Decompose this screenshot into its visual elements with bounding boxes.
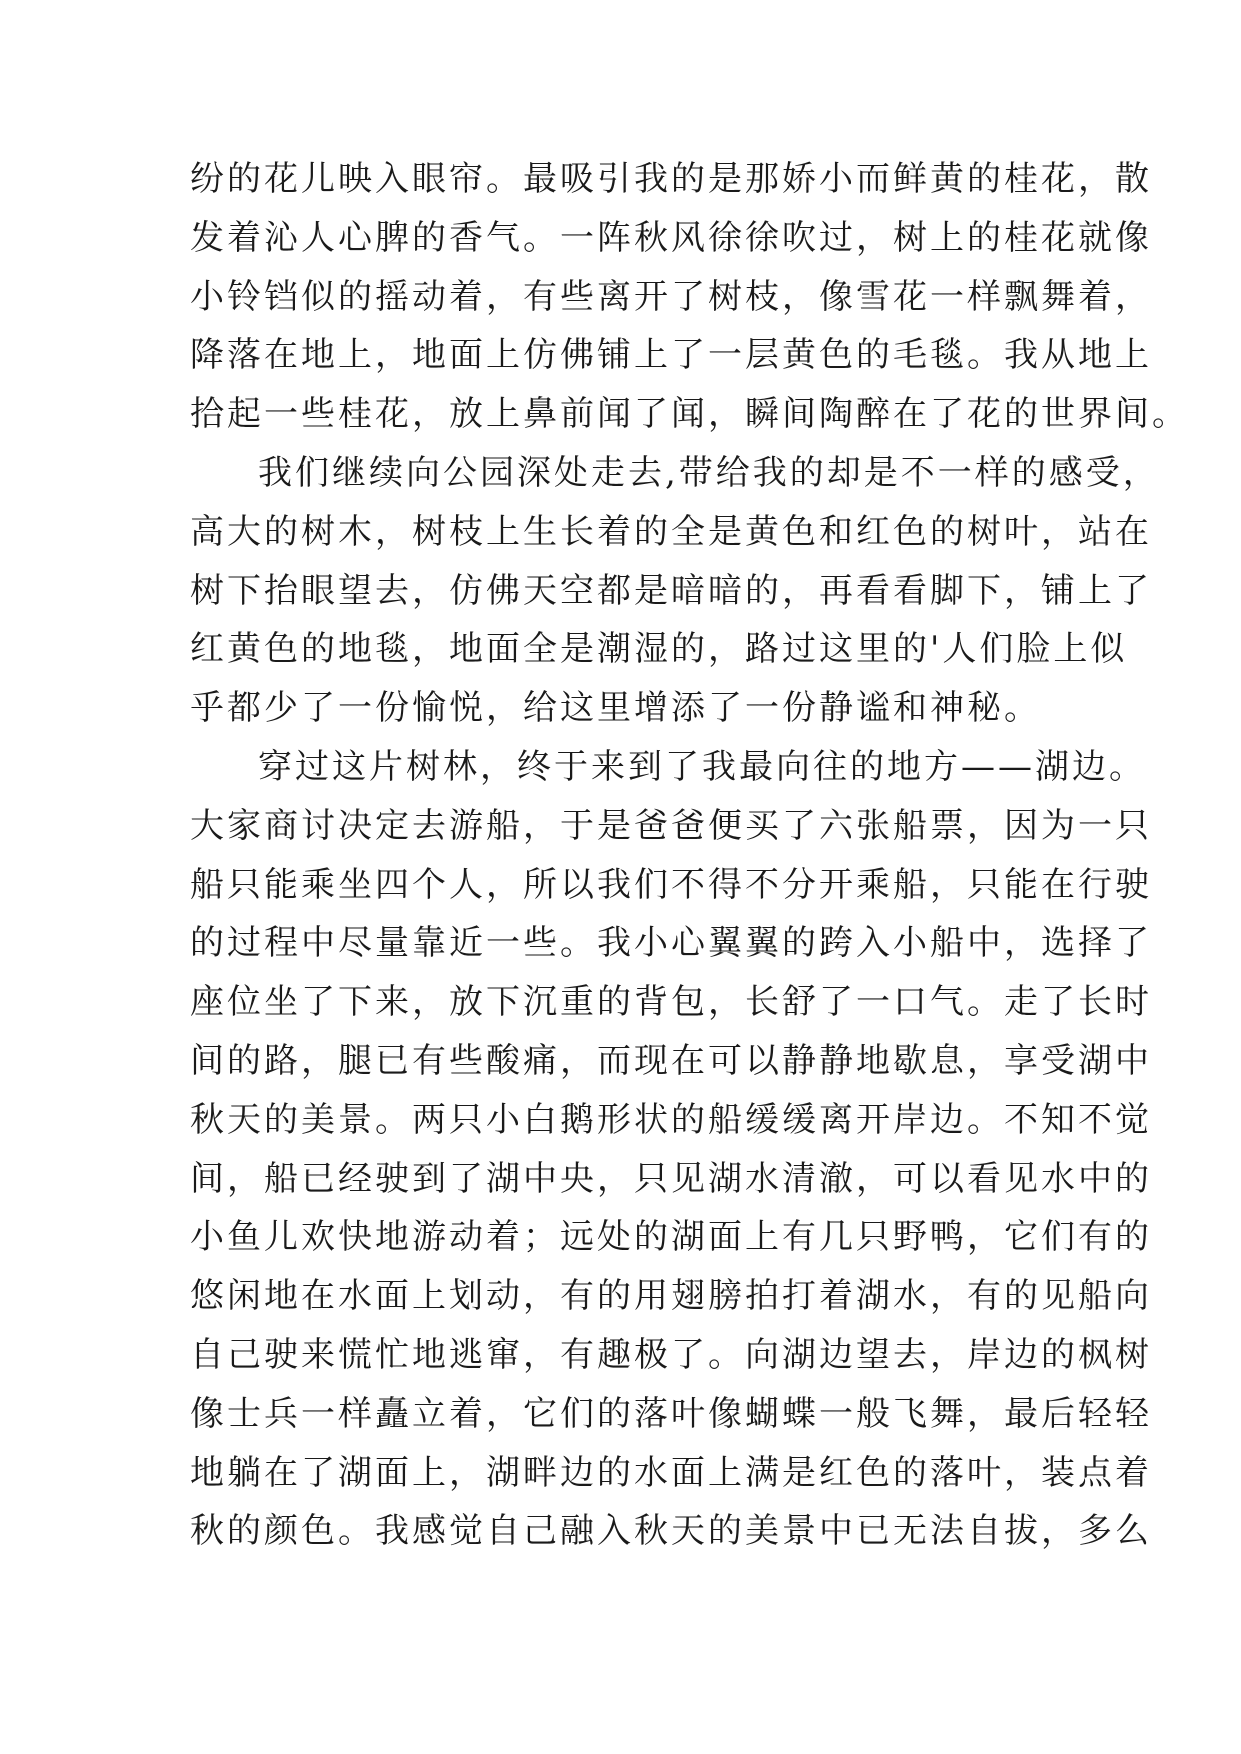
text-line: 小鱼儿欢快地游动着；远处的湖面上有几只野鸭，它们有的 bbox=[190, 1217, 1152, 1258]
text-line: 船只能乘坐四个人，所以我们不得不分开乘船，只能在行驶 bbox=[190, 864, 1152, 905]
text-line: 大家商讨决定去游船，于是爸爸便买了六张船票，因为一只 bbox=[190, 805, 1152, 846]
text-line: 小铃铛似的摇动着，有些离开了树枝，像雪花一样飘舞着， bbox=[190, 276, 1152, 317]
text-line: 拾起一些桂花，放上鼻前闻了闻，瞬间陶醉在了花的世界间。 bbox=[190, 394, 1189, 435]
text-line: 秋的颜色。我感觉自己融入秋天的美景中已无法自拔，多么 bbox=[190, 1511, 1152, 1552]
text-line: 纷的花儿映入眼帘。最吸引我的是那娇小而鲜黄的桂花，散 bbox=[190, 159, 1152, 199]
text-line: 间的路，腿已有些酸痛，而现在可以静静地歇息，享受湖中 bbox=[190, 1040, 1152, 1081]
text-line: 间，船已经驶到了湖中央，只见湖水清澈，可以看见水中的 bbox=[190, 1158, 1152, 1199]
text-line: 悠闲地在水面上划动，有的用翅膀拍打着湖水，有的见船向 bbox=[190, 1276, 1152, 1317]
text-line: 座位坐了下来，放下沉重的背包，长舒了一口气。走了长时 bbox=[190, 982, 1152, 1023]
text-line: 地躺在了湖面上，湖畔边的水面上满是红色的落叶，装点着 bbox=[190, 1452, 1152, 1493]
text-line: 秋天的美景。两只小白鹅形状的船缓缓离开岸边。不知不觉 bbox=[190, 1099, 1152, 1140]
text-line: 树下抬眼望去，仿佛天空都是暗暗的，再看看脚下，铺上了 bbox=[190, 570, 1152, 611]
paragraph-start-line: 穿过这片树林，终于来到了我最向往的地方——湖边。 bbox=[258, 746, 1146, 787]
text-line: 的过程中尽量靠近一些。我小心翼翼的跨入小船中，选择了 bbox=[190, 923, 1152, 964]
text-line: 乎都少了一份愉悦，给这里增添了一份静谧和神秘。 bbox=[190, 688, 1041, 729]
text-line: 像士兵一样矗立着，它们的落叶像蝴蝶一般飞舞，最后轻轻 bbox=[190, 1393, 1152, 1434]
text-line: 发着沁人心脾的香气。一阵秋风徐徐吹过，树上的桂花就像 bbox=[190, 217, 1152, 258]
paragraph-start-line: 我们继续向公园深处走去,带给我的却是不一样的感受， bbox=[258, 452, 1160, 493]
text-line: 红黄色的地毯，地面全是潮湿的，路过这里的'人们脸上似 bbox=[190, 629, 1128, 670]
text-line: 高大的树木，树枝上生长着的全是黄色和红色的树叶，站在 bbox=[190, 511, 1152, 552]
text-line: 自己驶来慌忙地逃窜，有趣极了。向湖边望去，岸边的枫树 bbox=[190, 1334, 1152, 1375]
text-line: 降落在地上，地面上仿佛铺上了一层黄色的毛毯。我从地上 bbox=[190, 335, 1152, 376]
essay-body bbox=[190, 150, 1189, 1561]
